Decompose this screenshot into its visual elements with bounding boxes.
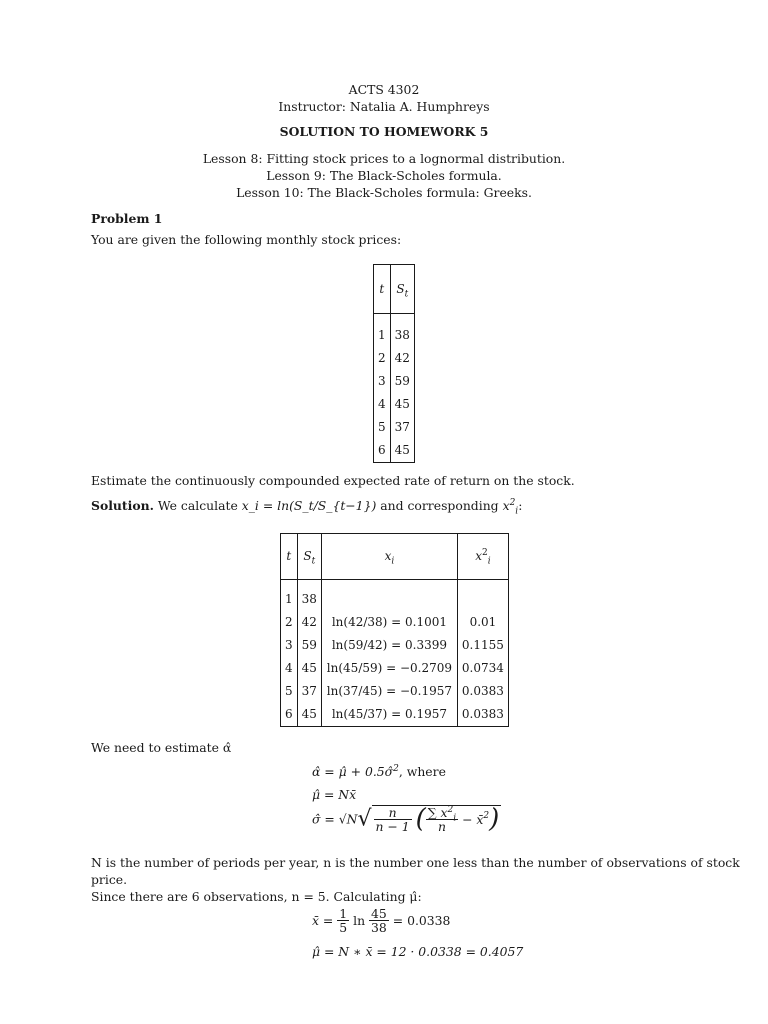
cell-t: 3 (281, 634, 298, 657)
problem-heading: Problem 1 (91, 211, 163, 226)
lesson-8-line: Lesson 8: Fitting stock prices to a lognormal distribution. (202, 151, 566, 166)
cell-xi: ln(37/45) = −0.1957 (321, 680, 457, 703)
problem-question: Estimate the continuously compounded expected rate of return on the stock. (91, 473, 575, 488)
cell-st: 42 (297, 611, 321, 634)
cell-xi-squared: 0.0734 (461, 661, 504, 675)
column-header-t: t (281, 534, 298, 580)
cell-t: 4 (281, 657, 298, 680)
cell-st: 59 (394, 374, 410, 388)
cell-xi-squared: 0.0383 (461, 707, 504, 721)
table-row (374, 416, 415, 439)
cell-t: 5 (374, 416, 391, 439)
table-row (281, 703, 509, 727)
paragraph-line-1: N is the number of periods per year, n is the number one less than the number of observations of stock (91, 855, 740, 870)
cell-t: 2 (281, 611, 298, 634)
solution-text: and corresponding (380, 498, 499, 513)
column-header-st: $S_t$ (297, 534, 321, 580)
table-row (374, 314, 415, 348)
column-header-st: $S_t$ (390, 265, 414, 314)
cell-xi: ln(45/59) = −0.2709 (321, 657, 457, 680)
xbar-equation: x̄ = $\frac{1}{5}$ ln $\frac{45}{38}$ = 0.0338 (312, 906, 451, 935)
sigma-equation: σ̂ = √N√ $\frac{n}{n - 1}$ ( $\frac{\sum x^2_i}{n}$ − x̄$^2$) (312, 804, 500, 834)
cell-t: 6 (281, 703, 298, 727)
lesson-9-line: Lesson 9: The Black-Scholes formula. (266, 168, 502, 183)
lesson-10-line: Lesson 10: The Black-Scholes formula: Greeks. (236, 185, 532, 200)
cell-xi-squared: 0.01 (469, 615, 497, 629)
cell-t: 5 (281, 680, 298, 703)
table-row (374, 347, 415, 370)
cell-st: 38 (297, 580, 321, 612)
x-squared-symbol: $x^2_i$ (502, 497, 519, 517)
paragraph-line-2: price. (91, 872, 128, 887)
cell-st: 59 (297, 634, 321, 657)
cell-t: 6 (374, 439, 391, 463)
table-header-row (281, 534, 509, 580)
mu-hat-result: μ̂ = N ∗ x̄ = 12 · 0.0338 = 0.4057 (312, 944, 524, 959)
course-code: ACTS 4302 (348, 82, 420, 97)
document-title: SOLUTION TO HOMEWORK 5 (279, 124, 489, 139)
cell-t: 2 (374, 347, 391, 370)
cell-xi-squared (457, 580, 508, 612)
cell-st: 38 (394, 328, 410, 342)
log-return-table (280, 533, 509, 727)
cell-st: 37 (297, 680, 321, 703)
cell-xi-squared: 0.0383 (461, 684, 504, 698)
cell-st: 42 (394, 351, 410, 365)
estimate-alpha-line: We need to estimate α̂ (91, 740, 232, 755)
cell-st: 45 (394, 443, 410, 457)
cell-t: 1 (374, 314, 391, 348)
column-header-t: t (374, 265, 391, 314)
cell-st: 37 (394, 420, 410, 434)
solution-intro: Solution. We calculate x_i = ln(S_t/S_{t−1}) and corresponding $x^2_i$: (91, 497, 523, 517)
table-row (281, 611, 509, 634)
paragraph-line-3: Since there are 6 observations, n = 5. Calculating μ̂: (91, 889, 422, 904)
table-row (374, 370, 415, 393)
column-header-xi: $x_i$ (321, 534, 457, 580)
cell-t: 4 (374, 393, 391, 416)
problem-intro: You are given the following monthly stock prices: (91, 232, 402, 247)
solution-formula: x_i = ln(S_t/S_{t−1}) (241, 498, 377, 513)
cell-xi (321, 580, 457, 612)
table-row (281, 680, 509, 703)
cell-xi: ln(59/42) = 0.3399 (321, 634, 457, 657)
solution-text: We calculate (157, 498, 238, 513)
cell-st: 45 (394, 397, 410, 411)
cell-xi: ln(45/37) = 0.1957 (321, 703, 457, 727)
cell-t: 1 (281, 580, 298, 612)
mu-equation: μ̂ = Nx̄ (312, 787, 357, 802)
column-header-xi-squared: $x^2_i$ (457, 534, 508, 580)
table-row (281, 580, 509, 612)
cell-xi-squared: 0.1155 (461, 638, 504, 652)
table-header-row (374, 265, 415, 314)
cell-xi: ln(42/38) = 0.1001 (321, 611, 457, 634)
table-row (374, 393, 415, 416)
table-row (374, 439, 415, 463)
stock-price-table (373, 264, 415, 463)
instructor-line: Instructor: Natalia A. Humphreys (278, 99, 490, 114)
table-row (281, 657, 509, 680)
table-row (281, 634, 509, 657)
solution-label: Solution. (91, 498, 154, 513)
cell-st: 45 (297, 657, 321, 680)
cell-st: 45 (297, 703, 321, 727)
alpha-equation: α̂ = μ̂ + 0.5σ̂$^2$, where (312, 763, 446, 779)
cell-t: 3 (374, 370, 391, 393)
